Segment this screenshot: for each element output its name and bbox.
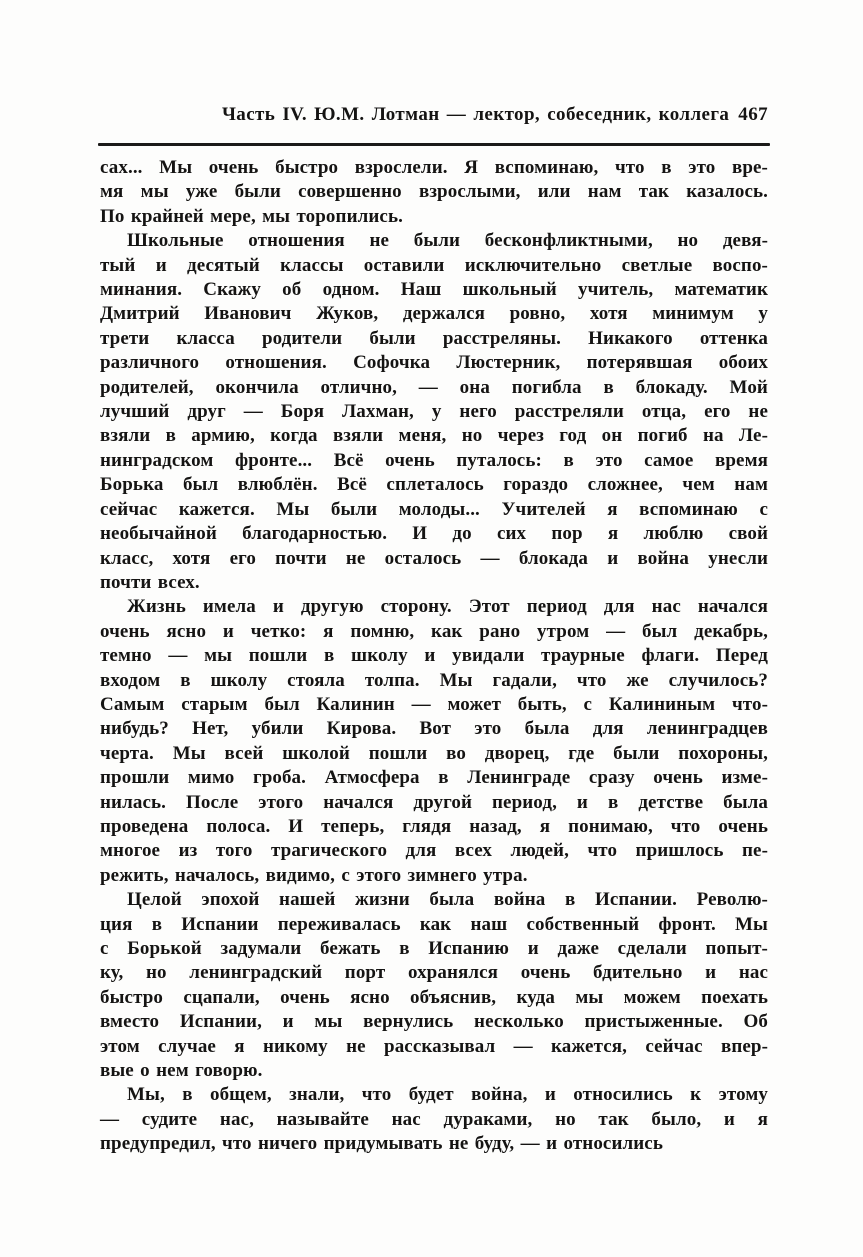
text-line: необычайной благодарностью. И до сих пор я люблю свой bbox=[100, 523, 768, 545]
paragraph bbox=[100, 1083, 768, 1156]
text-line: вместо Испании, и мы вернулись несколько пристыженные. Об bbox=[100, 1011, 768, 1033]
text-line: Школьные отношения не были бесконфликтными, но девя- bbox=[127, 230, 768, 252]
text-line: Самым старым был Калинин — может быть, с Калининым что- bbox=[100, 693, 768, 715]
text-line: с Борькой задумали бежать в Испанию и даже сделали попыт- bbox=[100, 938, 768, 959]
text-line: ку, но ленинградский порт охранялся очень бдительно и нас bbox=[100, 962, 768, 984]
text-line: — судите нас, называйте нас дураками, но так было, и я bbox=[100, 1108, 768, 1130]
text-line: различного отношения. Софочка Люстерник, потерявшая обоих bbox=[100, 352, 768, 374]
text-line: вые о нем говорю. bbox=[100, 1060, 263, 1082]
text-line: многое из того трагического для всех людей, что пришлось пе- bbox=[100, 840, 768, 862]
text-line: лучший друг — Боря Лахман, у него расстреляли отца, его не bbox=[100, 401, 768, 423]
text-line: По крайней мере, мы торопились. bbox=[100, 205, 403, 227]
paragraph bbox=[100, 595, 768, 888]
text-line: почти всех. bbox=[100, 571, 200, 593]
running-head-title: Часть IV. Ю.М. Лотман — лектор, собеседник, коллега bbox=[221, 104, 730, 125]
text-line: минания. Скажу об одном. Наш школьный учитель, математик bbox=[100, 279, 768, 301]
text-line: режить, началось, видимо, с этого зимнего утра. bbox=[100, 864, 528, 886]
text-line: Борька был влюблён. Всё сплеталось гораздо сложнее, чем нам bbox=[100, 474, 768, 496]
text-line: класс, хотя его почти не осталось — блокада и война унесли bbox=[100, 547, 768, 569]
text-line: Целой эпохой нашей жизни была война в Испании. Револю- bbox=[127, 889, 768, 911]
paragraph bbox=[100, 888, 768, 1083]
header-rule bbox=[98, 143, 770, 146]
text-line: Мы, в общем, знали, что будет война, и относились к этому bbox=[127, 1084, 768, 1106]
text-line: нинградском фронте... Всё очень путалось: в это самое время bbox=[100, 449, 768, 471]
text-line: нилась. После этого начался другой период, и в детстве была bbox=[100, 791, 768, 813]
text-line: быстро сцапали, очень ясно объяснив, куда мы можем поехать bbox=[100, 986, 768, 1008]
text-line: очень ясно и четко: я помню, как рано утром — был декабрь, bbox=[100, 620, 768, 642]
text-line: Дмитрий Иванович Жуков, держался ровно, хотя минимум у bbox=[100, 303, 768, 325]
text-line: тый и десятый классы оставили исключительно светлые воспо- bbox=[100, 254, 768, 276]
text-line: проведена полоса. И теперь, глядя назад, я понимаю, что очень bbox=[100, 815, 768, 837]
text-line: трети класса родители были расстреляны. Никакого оттенка bbox=[100, 327, 768, 349]
text-line: сейчас кажется. Мы были молоды... Учителей я вспоминаю с bbox=[100, 498, 768, 520]
text-line: входом в школу стояла толпа. Мы гадали, что же случилось? bbox=[100, 669, 768, 691]
text-line: взяли в армию, когда взяли меня, но через год он погиб на Ле- bbox=[100, 425, 768, 447]
text-line: черта. Мы всей школой пошли во дворец, где были похороны, bbox=[100, 742, 768, 764]
paragraph bbox=[100, 156, 768, 229]
text-line: прошли мимо гроба. Атмосфера в Ленинграде сразу очень изме- bbox=[100, 767, 768, 789]
text-line: Жизнь имела и другую сторону. Этот период для нас начался bbox=[127, 596, 768, 618]
text-line: ция в Испании переживалась как наш собственный фронт. Мы bbox=[100, 913, 768, 935]
text-line: сах... Мы очень быстро взрослели. Я вспоминаю, что в это вре- bbox=[100, 157, 768, 178]
text-line: предупредил, что ничего придумывать не буду, — и относились bbox=[100, 1133, 663, 1155]
text-line: мя мы уже были совершенно взрослыми, или нам так казалось. bbox=[100, 181, 768, 203]
running-head bbox=[100, 104, 768, 126]
paragraph bbox=[100, 229, 768, 595]
text-line: этом случае я никому не рассказывал — кажется, сейчас впер- bbox=[100, 1035, 768, 1057]
text-line: нибудь? Нет, убили Кирова. Вот это была для ленинградцев bbox=[100, 718, 768, 740]
page-number: 467 bbox=[738, 104, 768, 125]
text-line: темно — мы пошли в школу и увидали траурные флаги. Перед bbox=[100, 645, 768, 667]
page-body bbox=[100, 156, 768, 1157]
text-line: родителей, окончила отлично, — она погибла в блокаду. Мой bbox=[100, 376, 768, 398]
